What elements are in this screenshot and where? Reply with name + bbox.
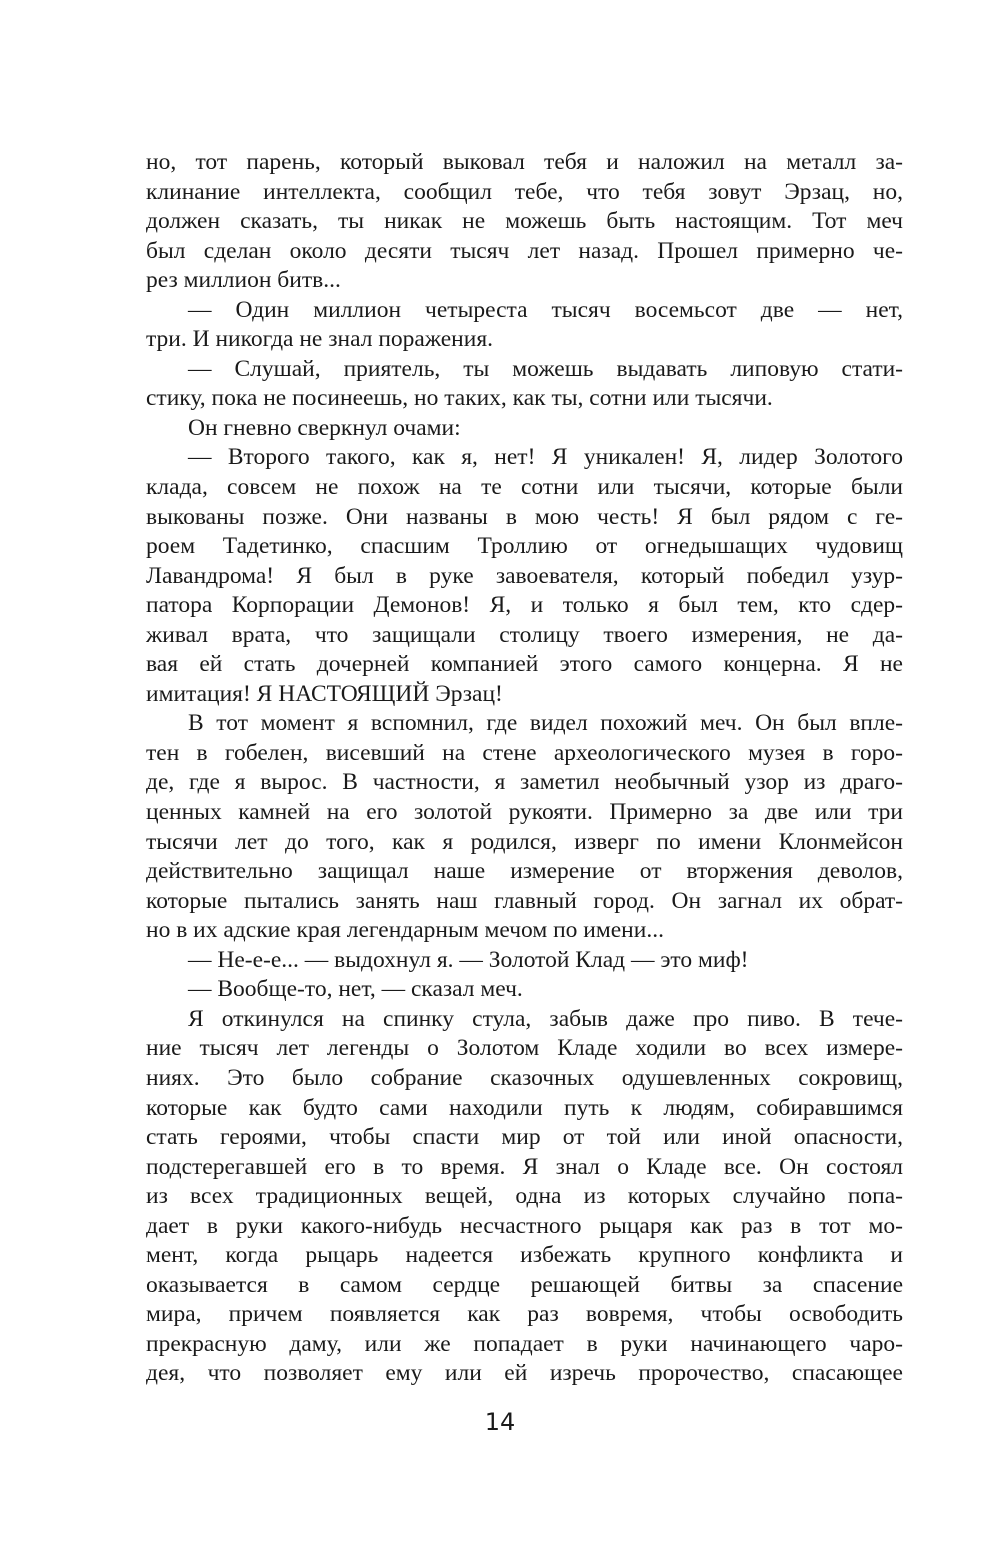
paragraph bbox=[146, 946, 903, 976]
text-line: имитация! Я НАСТОЯЩИЙ Эрзац! bbox=[146, 680, 503, 707]
text-line: де, где я вырос. В частности, я заметил необычный узор из драго- bbox=[146, 769, 903, 796]
text-line: должен сказать, ты никак не можешь быть настоящим. Тот меч bbox=[146, 208, 903, 235]
text-line: дея, что позволяет ему или ей изречь пророчество, спасающее bbox=[146, 1360, 903, 1387]
text-line: которые пытались занять наш главный город. Он загнал их обрат- bbox=[146, 887, 903, 914]
paragraph bbox=[146, 355, 903, 414]
text-line: Я откинулся на спинку стула, забыв даже про пиво. В тече- bbox=[188, 1005, 903, 1032]
text-line: ценных камней на его золотой рукояти. Примерно за две или три bbox=[146, 799, 903, 826]
paragraph bbox=[146, 709, 903, 945]
text-line: но, тот парень, который выковал тебя и наложил на металл за- bbox=[146, 149, 903, 175]
text-line: мира, причем появляется как раз вовремя, чтобы освободить bbox=[146, 1301, 903, 1328]
text-line: живал врата, что защищали столицу твоего измерения, не да- bbox=[146, 621, 903, 648]
text-line: — Один миллион четыреста тысяч восемьсот две — нет, bbox=[188, 296, 903, 323]
text-line: Он гневно сверкнул очами: bbox=[188, 414, 461, 441]
text-line: вая ей стать дочерней компанией этого самого концерна. Я не bbox=[146, 651, 903, 678]
text-line: тысячи лет до того, как я родился, изверг по имени Клонмейсон bbox=[146, 828, 903, 855]
text-line: стать героями, чтобы спасти мир от той или иной опасности, bbox=[146, 1124, 903, 1151]
page-number: 14 bbox=[484, 1408, 516, 1436]
text-line: тен в гобелен, висевший на стене археологического музея в горо- bbox=[146, 739, 903, 766]
paragraph bbox=[146, 148, 903, 296]
text-line: три. И никогда не знал поражения. bbox=[146, 326, 494, 353]
paragraph bbox=[146, 296, 903, 355]
paragraph bbox=[146, 443, 903, 709]
text-line: — Слушай, приятель, ты можешь выдавать липовую стати- bbox=[188, 355, 903, 382]
paragraph bbox=[146, 414, 903, 444]
paragraph bbox=[146, 1005, 903, 1389]
text-line: мент, когда рыцарь надеется избежать крупного конфликта и bbox=[146, 1242, 903, 1269]
text-line: подстерегавшей его в то время. Я знал о Кладе все. Он состоял bbox=[146, 1153, 903, 1180]
text-line: действительно защищал наше измерение от вторжения деволов, bbox=[146, 858, 903, 885]
text-line: — Вообще-то, нет, — сказал меч. bbox=[188, 976, 523, 1003]
text-line: выкованы позже. Они названы в мою честь! Я был рядом с ге- bbox=[146, 503, 903, 530]
text-line: роем Тадетинко, спасшим Троллию от огнедышащих чудовищ bbox=[146, 533, 903, 560]
text-line: которые как будто сами находили путь к людям, собиравшимся bbox=[146, 1094, 903, 1121]
text-line: Лавандрома! Я был в руке завоевателя, который победил узур- bbox=[146, 562, 903, 589]
text-line: клада, совсем не похож на те сотни или тысячи, которые были bbox=[146, 474, 903, 501]
text-line: ниях. Это было собрание сказочных одушевленных сокровищ, bbox=[146, 1064, 903, 1091]
text-line: В тот момент я вспомнил, где видел похожий меч. Он был впле- bbox=[188, 710, 903, 737]
text-line: патора Корпорации Демонов! Я, и только я был тем, кто сдер- bbox=[146, 592, 903, 619]
text-line: рез миллион битв... bbox=[146, 267, 341, 294]
text-line: — Не-е-е... — выдохнул я. — Золотой Клад — это миф! bbox=[188, 946, 749, 973]
text-line: стику, пока не посинеешь, но таких, как ты, сотни или тысячи. bbox=[146, 385, 773, 412]
text-line: оказывается в самом сердце решающей битвы за спасение bbox=[146, 1271, 903, 1298]
text-line: из всех традиционных вещей, одна из которых случайно попа- bbox=[146, 1183, 903, 1210]
text-line: клинание интеллекта, сообщил тебе, что тебя зовут Эрзац, но, bbox=[146, 178, 903, 205]
text-line: дает в руки какого-нибудь несчастного рыцаря как раз в тот мо- bbox=[146, 1212, 903, 1239]
text-line: ние тысяч лет легенды о Золотом Кладе ходили во всех измере- bbox=[146, 1035, 903, 1062]
text-line: — Второго такого, как я, нет! Я уникален! Я, лидер Золотого bbox=[188, 444, 903, 471]
text-line: прекрасную даму, или же попадает в руки начинающего чаро- bbox=[146, 1330, 903, 1357]
text-line: но в их адские края легендарным мечом по имени... bbox=[146, 917, 664, 944]
book-page-text bbox=[146, 148, 903, 1389]
text-line: был сделан около десяти тысяч лет назад. Прошел примерно че- bbox=[146, 237, 903, 264]
paragraph bbox=[146, 975, 903, 1005]
